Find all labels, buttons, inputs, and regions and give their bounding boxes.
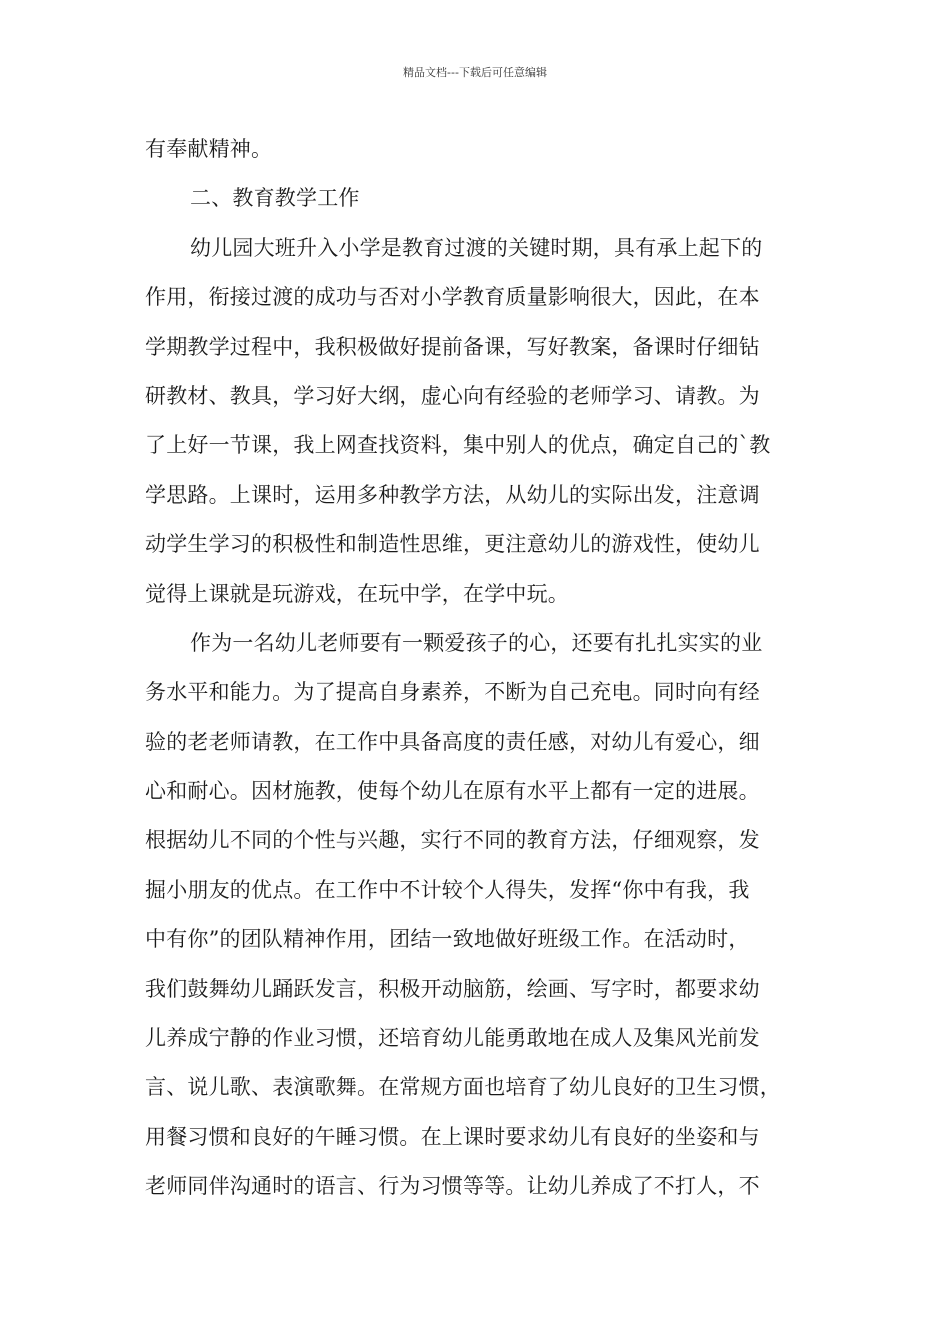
text-line: 幼儿园大班升入小学是教育过渡的关键时期，具有承上起下的 [190,235,763,260]
text-line: 中有你”的团队精神作用，团结一致地做好班级工作。在活动时， [145,927,750,952]
text-line: 务水平和能力。为了提高自身素养，不断为自己充电。同时向有经 [145,680,760,705]
text-line: 用餐习惯和良好的午睡习惯。在上课时要求幼儿有良好的坐姿和与 [145,1124,760,1149]
text-line: 老师同伴沟通时的语言、行为习惯等等。让幼儿养成了不打人，不 [145,1174,760,1199]
text-line: 学思路。上课时，运用多种教学方法，从幼儿的实际出发，注意调 [145,482,760,507]
text-line: 儿养成宁静的作业习惯，还培育幼儿能勇敢地在成人及集风光前发 [145,1026,760,1051]
document-body [145,125,810,1212]
text-line: 验的老老师请教，在工作中具备高度的责任感，对幼儿有爱心，细 [145,729,760,754]
text-line: 二、教育教学工作 [190,186,360,211]
text-line: 研教材、教具，学习好大纲，虚心向有经验的老师学习、请教。为 [145,383,760,408]
text-line: 作为一名幼儿老师要有一颗爱孩子的心，还要有扎扎实实的业 [190,630,763,655]
text-line: 根据幼儿不同的个性与兴趣，实行不同的教育方法，仔细观察，发 [145,828,760,853]
text-line: 有奉献精神。 [145,137,273,161]
text-line: 我们鼓舞幼儿踊跃发言，积极开动脑筋，绘画、写字时，都要求幼 [145,976,760,1001]
text-line: 学期教学过程中，我积极做好提前备课，写好教案，备课时仔细钻 [145,334,760,359]
text-line: 了上好一节课，我上网查找资料，集中别人的优点，确定自己的`教 [145,433,771,458]
text-line: 作用，衔接过渡的成功与否对小学教育质量影响很大，因此，在本 [145,285,760,310]
text-line: 掘小朋友的优点。在工作中不计较个人得失，发挥“你中有我，我 [145,877,750,902]
text-line: 动学生学习的积极性和制造性思维，更注意幼儿的游戏性，使幼儿 [145,532,760,557]
text-line: 言、说儿歌、表演歌舞。在常规方面也培育了幼儿良好的卫生习惯， [145,1075,781,1100]
page-header: 精品文档---下载后可任意编辑 [403,66,547,79]
text-line: 心和耐心。因材施教，使每个幼儿在原有水平上都有一定的进展。 [145,779,760,804]
text-line: 觉得上课就是玩游戏，在玩中学，在学中玩。 [145,581,569,606]
